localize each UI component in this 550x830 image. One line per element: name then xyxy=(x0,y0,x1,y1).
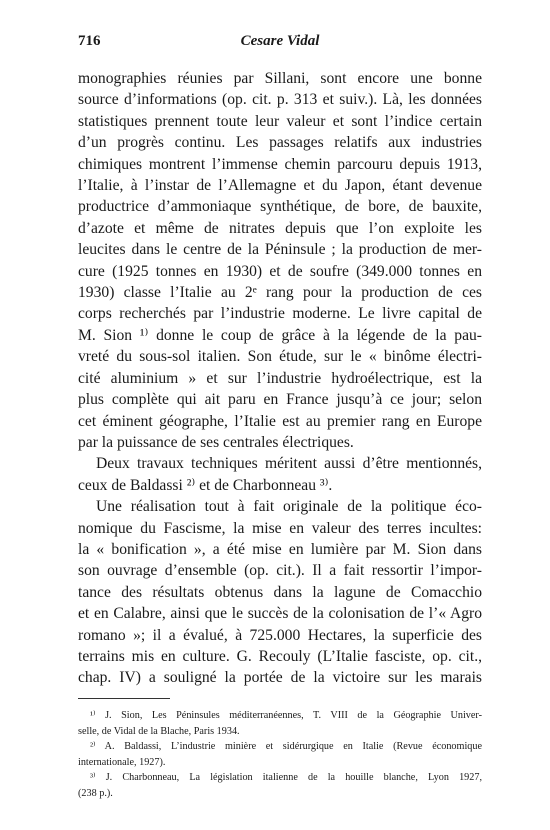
text-line: d’azote et même de nitrates depuis que l’on exploite les xyxy=(78,219,482,237)
text-line: ceux de Baldassi ²⁾ et de Charbonneau ³⁾. xyxy=(78,476,333,494)
page-number: 716 xyxy=(78,33,101,49)
footnote-line: (238 p.). xyxy=(78,787,113,799)
text-line: cure (1925 tonnes en 1930) et de soufre (349.000 tonnes en xyxy=(78,262,482,280)
text-line: M. Sion ¹⁾ donne le coup de grâce à la légende de la pau- xyxy=(78,326,482,344)
text-line: et en Calabre, ainsi que le succès de la colonisation de l’« Agro xyxy=(78,605,482,623)
footnote-divider xyxy=(78,698,170,699)
footnote-line: ³⁾ J. Charbonneau, La législation italienne de la houille blanche, Lyon 1927, xyxy=(90,772,482,784)
main-text xyxy=(78,68,482,689)
text-line: cité aluminium » et sur l’industrie hydroélectrique, est la xyxy=(78,369,482,387)
text-line: tance des résultats obtenus dans la lagune de Comacchio xyxy=(78,583,482,601)
text-line: Deux travaux techniques méritent aussi d’être mentionnés, xyxy=(96,455,482,473)
text-line: la « bonification », a été mise en lumière par M. Sion dans xyxy=(78,540,482,558)
footnotes xyxy=(78,708,482,802)
text-line: Une réalisation tout à fait originale de la politique éco- xyxy=(96,498,482,516)
text-line: leucites dans le centre de la Péninsule ; la production de mer- xyxy=(78,241,482,259)
text-line: nomique du Fascisme, la mise en valeur des terres incultes: xyxy=(78,519,482,537)
footnote-line: selle, de Vidal de la Blache, Paris 1934. xyxy=(78,725,240,737)
text-line: chimiques montrent l’immense chemin parcouru depuis 1913, xyxy=(78,155,482,173)
text-line: source d’informations (op. cit. p. 313 et suiv.). Là, les données xyxy=(78,91,482,109)
text-line: son ouvrage d’ensemble (op. cit.). Il a fait ressortir l’impor- xyxy=(78,562,482,580)
text-line: cet éminent géographe, l’Italie est au premier rang en Europe xyxy=(78,412,482,430)
text-line: monographies réunies par Sillani, sont encore une bonne xyxy=(78,70,482,87)
text-line: productrice d’ammoniaque synthétique, de bore, de bauxite, xyxy=(78,198,482,216)
text-line: romano »; il a évalué, à 725.000 Hectares, la superficie des xyxy=(78,626,482,644)
footnote-line: internationale, 1927). xyxy=(78,756,166,768)
text-line: plus complète qui ait paru en France jusqu’à ce jour; selon xyxy=(78,391,482,409)
text-line: chap. IV) a souligné la portée de la victoire sur les marais xyxy=(78,669,482,687)
footnote-line: ²⁾ A. Baldassi, L’industrie minière et sidérurgique en Italie (Revue économique xyxy=(90,741,482,753)
text-line: l’Italie, à l’instar de l’Allemagne et du Japon, étant devenue xyxy=(78,177,482,195)
text-line: statistiques prennent toute leur valeur et sont l’indice certain xyxy=(78,112,482,130)
text-line: par la puissance de ses centrales électriques. xyxy=(78,433,354,451)
footnote-line: ¹⁾ J. Sion, Les Péninsules méditerranéennes, T. VIII de la Géographie Univer- xyxy=(90,710,482,721)
text-line: d’un progrès continu. Les passages relatifs aux industries xyxy=(78,134,482,152)
text-line: corps recherchés par l’industrie moderne. Le livre capital de xyxy=(78,305,482,323)
text-line: vreté du sous-sol italien. Son étude, sur le « binôme électri- xyxy=(78,348,482,366)
text-line: 1930) classe l’Italie au 2ᵉ rang pour la production de ces xyxy=(78,284,482,302)
text-line: terrains mis en culture. G. Recouly (L’Italie fasciste, op. cit., xyxy=(78,647,482,665)
running-title: Cesare Vidal xyxy=(240,33,320,49)
